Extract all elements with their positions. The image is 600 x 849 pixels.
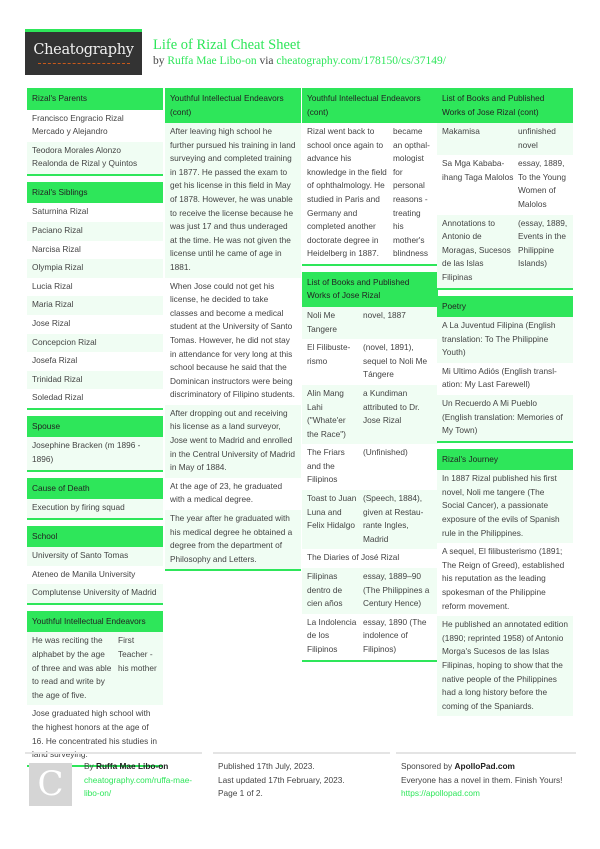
footer-publish-info	[213, 752, 390, 801]
list-item: Concepcion Rizal	[27, 334, 163, 353]
sponsor-name: ApolloPad.com	[454, 761, 515, 771]
byline	[153, 54, 446, 68]
list-item: Narcisa Rizal	[27, 241, 163, 260]
table-row	[302, 339, 438, 385]
sheet-url-link[interactable]: cheatography.com/178150/cs/37149/	[276, 55, 446, 67]
section-parents	[27, 88, 163, 176]
section-title: Rizal's Journey	[437, 449, 573, 471]
work-title: La Indolencia de los Filipinos	[307, 616, 357, 654]
work-title: El Filibuste-rismo	[307, 342, 351, 366]
row-note: became an opthal-mologist for personal reasons - treating his mother's blindness	[393, 126, 430, 259]
work-title: The Diaries of José Rizal	[307, 552, 400, 563]
work-desc: a Kundiman attributed to Dr. Jose Rizal	[363, 387, 420, 426]
work-title: Alin Mang Lahi ("Whate'er the Race")	[307, 387, 346, 439]
work-desc: essay, 1889–90 (The Philippines a Century Hence)	[363, 571, 430, 609]
list-item: Francisco Engracio Rizal Mercado y Alejandro	[27, 110, 163, 142]
table-row	[302, 307, 438, 339]
list-item: The year after he graduated with his medical degree he obtained a degree from the department of Philosophy and Letters.	[165, 510, 301, 569]
list-item: When Jose could not get his license, he decided to take classes and become a medical student at the University of Santo Tomas. However, he did not stay in attendance for very long at this school because he said that the Dominican instructors were being discriminatory of Filipino students.	[165, 278, 301, 405]
table-row	[302, 490, 438, 549]
column-4	[437, 88, 573, 722]
list-item: Josephine Bracken (m 1896 - 1896)	[27, 437, 163, 469]
list-item: Jose Rizal	[27, 315, 163, 334]
author-link[interactable]: Ruffa Mae Libo-on	[167, 55, 257, 67]
table-row	[437, 155, 573, 214]
row-text: He was reciting the alphabet by the age of three and was able to read and write by the age of five.	[32, 635, 112, 700]
work-desc: (Speech, 1884), given at Restau-rante Ingles, Madrid	[363, 493, 424, 544]
section-title: Spouse	[27, 416, 163, 438]
sponsor-link[interactable]: https://apollopad.com	[401, 788, 480, 798]
column-2	[165, 88, 301, 577]
work-desc: novel, 1887	[363, 309, 406, 320]
table-row	[302, 444, 438, 490]
sponsor-prefix: Sponsored by	[401, 761, 453, 771]
section-siblings	[27, 182, 163, 410]
section-title: Rizal's Parents	[27, 88, 163, 110]
list-item: Lucia Rizal	[27, 278, 163, 297]
section-title: Youthful Intellectual Endeavors	[27, 611, 163, 633]
list-item: Execution by firing squad	[27, 499, 163, 518]
work-desc: (novel, 1891), sequel to Noli Me Tángere	[363, 342, 428, 380]
section-youthful-endeavors-cont-2	[302, 88, 438, 266]
section-title: List of Books and Published Works of Jose Rizal (cont)	[437, 88, 573, 123]
row-note: First Teacher - his mother	[118, 635, 157, 673]
page-title: Life of Rizal Cheat Sheet	[153, 37, 301, 53]
work-title: Filipinas dentro de cien años	[307, 571, 343, 609]
list-item: Un Recuerdo A Mi Pueblo (English translation: Memories of My Town)	[437, 395, 573, 441]
list-item: A sequel, El filibusterismo (1891; The Reign of Greed), established his reputation as the leading spokesman of the Philippine reform movement.	[437, 543, 573, 616]
work-title: Noli Me Tangere	[307, 309, 337, 334]
section-youthful-endeavors-cont	[165, 88, 301, 571]
work-desc: (essay, 1889, Events in the Philippine Islands)	[518, 217, 568, 269]
list-item: Paciano Rizal	[27, 222, 163, 241]
table-row	[437, 123, 573, 155]
table-row	[302, 568, 438, 614]
work-title: Makamisa	[442, 126, 480, 136]
section-journey	[437, 449, 573, 717]
work-title: The Friars and the Filipinos	[307, 447, 345, 485]
section-title: Poetry	[437, 296, 573, 318]
by-label: by	[153, 55, 165, 67]
list-item: Ateneo de Manila University	[27, 566, 163, 585]
section-title: List of Books and Published Works of Jose Rizal	[302, 272, 438, 307]
list-item: After leaving high school he further pursued his training in land surveying and completed training in 1877. He passed the exam to get his license in this field in May of 1878. However, he was unable to receive the license because he was just 17 and thus underaged at the time. He was not given the license until he came of age in 1881.	[165, 123, 301, 278]
list-item: A La Juventud Filipina (English translation: To The Philippine Youth)	[437, 317, 573, 363]
list-item: After dropping out and receiving his license as a land surveyor, Jose went to Madrid and enrolled in the Central University of Madrid in May of 1884.	[165, 405, 301, 478]
section-youthful-endeavors	[27, 611, 163, 767]
via-label: via	[259, 55, 274, 67]
footer-author-link[interactable]: cheatography.com/ruffa-mae-libo-on/	[84, 774, 193, 798]
footer-author-name: Ruffa Mae Libo-on	[96, 761, 169, 771]
work-title: Sa Mga Kababa-ihang Taga Malolos	[442, 158, 514, 182]
section-books	[302, 272, 438, 662]
section-title: Rizal's Siblings	[27, 182, 163, 204]
work-desc: (Unfinished)	[363, 447, 408, 458]
list-item: At the age of 23, he graduated with a medical degree.	[165, 478, 301, 510]
work-desc: unfinished novel	[518, 126, 556, 150]
table-row	[302, 123, 438, 264]
section-books-cont	[437, 88, 573, 290]
page-number: Page 1 of 2.	[218, 788, 263, 798]
list-item: Jose graduated high school with the highest honors at the age of 16. He concentrated his studies in land surveying.	[27, 705, 163, 764]
list-item: He published an annotated edition (1890; reprinted 1958) of Antonio Morga's Sucesos de las Islas Filipinas, hoping to show that the native people of the Philippines had a long history before the coming of the Spaniards.	[437, 616, 573, 716]
sponsor-tagline: Everyone has a novel in them. Finish Yours!	[401, 774, 563, 785]
table-row	[302, 385, 438, 444]
page-footer	[25, 752, 585, 832]
work-title: Toast to Juan Luna and Felix Hidalgo	[307, 493, 357, 531]
table-row	[302, 549, 438, 568]
title-block	[153, 37, 446, 68]
section-school	[27, 526, 163, 605]
section-title: Youthful Intellectual Endeavors (cont)	[165, 88, 301, 123]
column-3	[302, 88, 438, 668]
footer-author	[25, 752, 202, 822]
table-row	[302, 614, 438, 660]
list-item: Trinidad Rizal	[27, 371, 163, 390]
section-title: Cause of Death	[27, 478, 163, 500]
section-title: Youthful Intellectual Endeavors (cont)	[302, 88, 438, 123]
avatar: C	[29, 763, 72, 806]
section-spouse	[27, 416, 163, 472]
section-cause-of-death	[27, 478, 163, 520]
page-header	[25, 29, 585, 75]
list-item: Teodora Morales Alonzo Realonda de Rizal y Quintos	[27, 142, 163, 174]
footer-sponsor	[396, 752, 576, 801]
section-poetry	[437, 296, 573, 443]
work-desc: essay, 1890 (The indolence of Filipinos)	[363, 616, 427, 654]
list-item: Mi Ultimo Adiós (English transl-ation: My Last Farewell)	[437, 363, 573, 395]
list-item: University of Santo Tomas	[27, 547, 163, 566]
work-desc: essay, 1889, To the Young Women of Malolos	[518, 158, 566, 209]
updated-date: Last updated 17th February, 2023.	[218, 774, 345, 785]
list-item: Josefa Rizal	[27, 352, 163, 371]
cheatography-logo[interactable]	[25, 29, 142, 75]
logo-underline	[38, 63, 130, 64]
list-item: Saturnina Rizal	[27, 203, 163, 222]
list-item: Olympia Rizal	[27, 259, 163, 278]
list-item: Complutense University of Madrid	[27, 584, 163, 603]
row-text: Rizal went back to school once again to advance his knowledge in the field of ophthalmology. He studied in Paris and Germany and completed another doctorate degree in Heidelberg in 1887.	[307, 126, 387, 259]
work-title: Annotations to Antonio de Moragas, Sucesos de las Islas Filipinas	[442, 217, 511, 282]
table-row	[27, 632, 163, 705]
list-item: Maria Rizal	[27, 296, 163, 315]
logo-text: Cheatography	[33, 42, 134, 58]
table-row	[437, 215, 573, 288]
section-title: School	[27, 526, 163, 548]
published-date: Published 17th July, 2023.	[218, 761, 315, 771]
list-item: Soledad Rizal	[27, 389, 163, 408]
list-item: In 1887 Rizal published his first novel, Noli me tangere (The Social Cancer), a passionate exposure of the evils of Spanish rule in the Philippines.	[437, 470, 573, 543]
by-label: By	[84, 761, 94, 771]
column-1	[27, 88, 163, 773]
